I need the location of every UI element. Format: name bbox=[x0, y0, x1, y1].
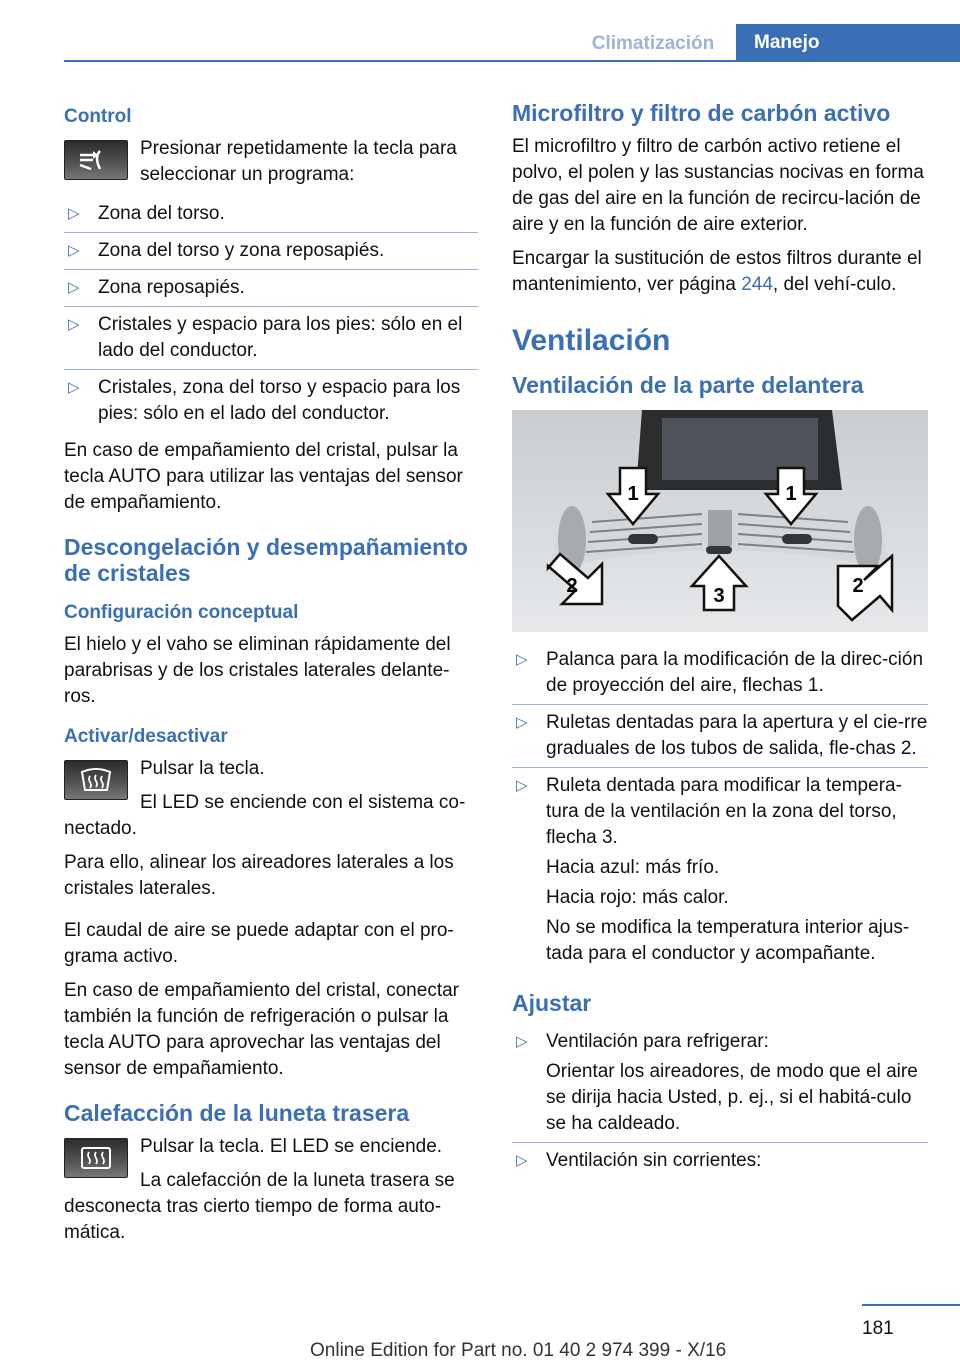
right-lever bbox=[782, 534, 812, 544]
align-text: Para ello, alinear los aireadores laterales a los cristales laterales. bbox=[64, 852, 454, 899]
control-heading: Control bbox=[64, 106, 132, 127]
section-tab-manejo[interactable]: Manejo bbox=[736, 24, 960, 62]
dashboard-vents-photo bbox=[512, 410, 928, 632]
list-item: ▷ Zona reposapiés. bbox=[64, 270, 478, 307]
fog-text: En caso de empañamiento del cristal, pulsar la tecla AUTO para utilizar las ventajas del sensor de empañamiento. bbox=[64, 440, 463, 513]
defrost-heading: Descongelación y desempañamiento de cristales bbox=[64, 534, 468, 586]
toggle-heading: Activar/desactivar bbox=[64, 726, 228, 747]
bullet-triangle-icon: ▷ bbox=[516, 651, 528, 668]
left-lever bbox=[628, 534, 658, 544]
rear-heater-heading: Calefacción de la luneta trasera bbox=[64, 1100, 410, 1126]
ventilation-heading: Ventilación bbox=[512, 324, 671, 357]
filter-text: El microfiltro y filtro de carbón activo retiene el polvo, el polen y las sustancias nocivas en forma de gas del aire en la función de recircu-lación de aire y en la función de aire exterior. bbox=[512, 136, 924, 235]
left-column bbox=[64, 100, 478, 1254]
bullet-triangle-icon: ▷ bbox=[516, 1033, 528, 1050]
windshield-defrost-icon bbox=[64, 760, 128, 800]
center-wheel bbox=[706, 546, 732, 554]
list-item: ▷ Cristales y espacio para los pies: sólo en el lado del conductor. bbox=[64, 307, 478, 370]
list-item: ▷ Ruletas dentadas para la apertura y el cie-rre graduales de los tubos de salida, fle-chas 2. bbox=[512, 705, 928, 768]
list-item: ▷ Palanca para la modificación de la direc-ción de proyección del aire, flechas 1. bbox=[512, 642, 928, 705]
header-rule bbox=[64, 60, 960, 62]
filter-heading: Microfiltro y filtro de carbón activo bbox=[512, 100, 891, 126]
list-item: ▷ Zona del torso y zona reposapiés. bbox=[64, 233, 478, 270]
toggle-block bbox=[64, 756, 478, 842]
list-item: ▷ Ventilación sin corrientes: bbox=[512, 1143, 928, 1179]
concept-text: El hielo y el vaho se eliminan rápidamente del parabrisas y de los cristales laterales delante-ros. bbox=[64, 634, 451, 707]
list-item: ▷ Zona del torso. bbox=[64, 196, 478, 233]
right-side-vent bbox=[854, 506, 882, 574]
bullet-triangle-icon: ▷ bbox=[516, 1152, 528, 1169]
rear-line-1: Pulsar la tecla. El LED se enciende. bbox=[140, 1136, 443, 1157]
bullet-triangle-icon: ▷ bbox=[68, 242, 80, 259]
bullet-triangle-icon: ▷ bbox=[68, 205, 80, 222]
page-link-244[interactable]: 244 bbox=[741, 274, 773, 295]
control-text: Presionar repetidamente la tecla para seleccionar un programa: bbox=[140, 138, 457, 185]
bullet-triangle-icon: ▷ bbox=[516, 777, 528, 794]
footer-rule bbox=[862, 1304, 960, 1306]
rear-window-heater-icon bbox=[64, 1138, 128, 1178]
figure-label-1-right: 1 bbox=[785, 483, 797, 505]
rear-line-2: La calefacción de la luneta trasera se desconecta tras cierto tiempo de forma auto-mática. bbox=[64, 1170, 455, 1243]
note-warm: Hacia rojo: más calor. bbox=[546, 887, 729, 908]
note-cold: Hacia azul: más frío. bbox=[546, 857, 720, 878]
adjust-list bbox=[512, 1024, 928, 1179]
figure-label-1-left: 1 bbox=[627, 483, 639, 505]
control-row bbox=[64, 136, 478, 188]
air-distribution-icon bbox=[64, 140, 128, 180]
figure-label-3: 3 bbox=[713, 585, 725, 607]
note-temperature: No se modifica la temperatura interior ajus-tada para el conductor y acompañante. bbox=[546, 917, 910, 964]
edition-text: Online Edition for Part no. 01 40 2 974 399 - X/16 bbox=[310, 1340, 727, 1361]
right-column bbox=[512, 100, 928, 1185]
fog-text-2: En caso de empañamiento del cristal, conectar también la función de refrigeración o pulsar la tecla AUTO para aprovechar las ventajas del sensor de empañamiento. bbox=[64, 980, 459, 1079]
bullet-triangle-icon: ▷ bbox=[68, 379, 80, 396]
note-cooling: Orientar los aireadores, de modo que el aire se dirija hacia Usted, p. ej., si el habitá-culo se ha caldeado. bbox=[546, 1061, 918, 1134]
front-ventilation-heading: Ventilación de la parte delantera bbox=[512, 372, 864, 398]
list-item: ▷ Cristales, zona del torso y espacio para los pies: sólo en el lado del conductor. bbox=[68, 377, 461, 424]
page-header bbox=[0, 0, 960, 64]
center-controls bbox=[708, 510, 732, 546]
page-number: 181 bbox=[862, 1318, 894, 1339]
concept-heading: Configuración conceptual bbox=[64, 602, 299, 623]
list-item: ▷ Ventilación para refrigerar: Orientar los aireadores, de modo que el aire se dirija hacia Usted, p. ej., si el habitá-culo se ha caldeado. bbox=[512, 1024, 928, 1143]
filter-text-2: Encargar la sustitución de estos filtros durante el mantenimiento, ver página 244, del vehí-culo. bbox=[512, 248, 922, 295]
toggle-line-1: Pulsar la tecla. bbox=[140, 758, 265, 779]
adjust-heading: Ajustar bbox=[512, 990, 592, 1016]
bullet-triangle-icon: ▷ bbox=[68, 279, 80, 296]
figure-label-2-left: 2 bbox=[566, 575, 578, 597]
program-list bbox=[64, 196, 478, 432]
figure-label-2-right: 2 bbox=[852, 575, 864, 597]
vent-parts-list bbox=[512, 642, 928, 972]
flow-text: El caudal de aire se puede adaptar con el pro-grama activo. bbox=[64, 920, 454, 967]
toggle-line-2: El LED se enciende con el sistema co-nectado. bbox=[64, 792, 466, 839]
bullet-triangle-icon: ▷ bbox=[68, 316, 80, 333]
bullet-triangle-icon: ▷ bbox=[516, 714, 528, 731]
section-tab-climatizacion[interactable]: Climatización bbox=[591, 33, 715, 54]
rear-block bbox=[64, 1134, 478, 1246]
list-item: ▷ Ruleta dentada para modificar la tempera-tura de la ventilación en la zona del torso, flecha 3. Hacia azul: más frío. Hacia rojo: más calor. No se modifica la temperatura interior ajus-tada para el conductor y acompañante. bbox=[512, 768, 928, 972]
